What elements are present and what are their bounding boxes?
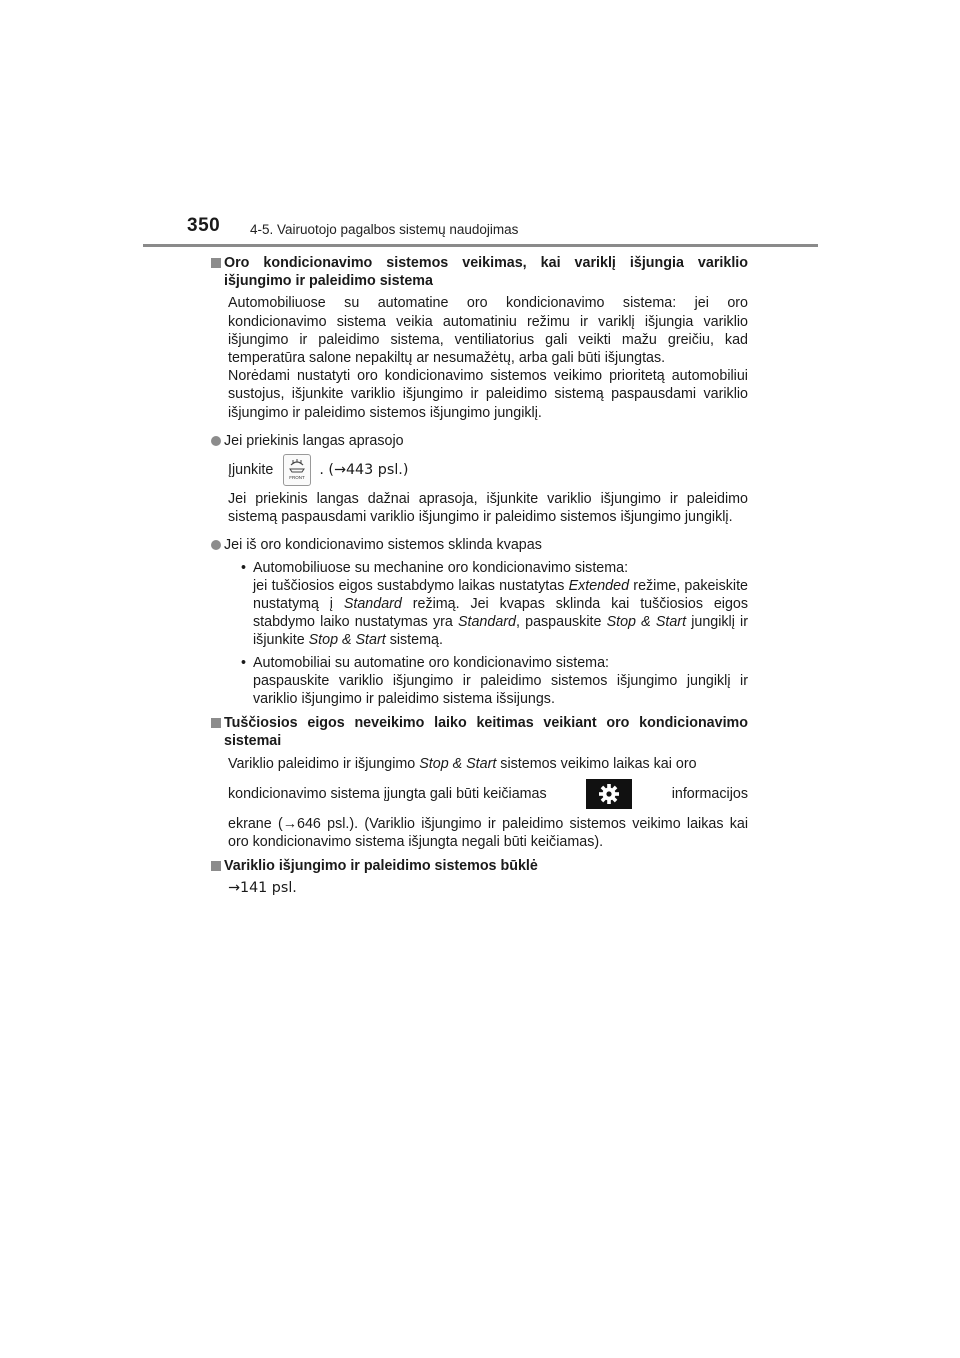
square-bullet-icon [211,258,221,268]
sub-item-text: jei tuščiosios eigos sustabdymo laikas nustatytas Extended režime, pakeiskite nustatymą į Standard režimą. Jei kvapas sklinda kai tuščiosios eigos stabdymo laiko nustatymas yra Standard, paspauskite Stop & Start jungiklį ir išjunkite Stop & Start sistemą. [253,577,749,649]
instruction-text: informacijos [671,785,748,802]
page-number: 350 [187,215,221,236]
page-reference: . (→443 psl.) [319,461,409,478]
heading-ac-engine-stop [211,254,748,290]
heading-idle-time [211,714,748,750]
sub-item-text: paspauskite variklio išjungimo ir paleidimo sistemos išjungimo jungiklį ir variklio išjungimo ir paleidimo sistema išsijungs. [253,672,748,708]
gear-icon [586,779,632,809]
instruction-text: kondicionavimo sistema įjungta gali būti keičiamas [228,785,547,802]
paragraph: ekrane (→646 psl.). (Variklio išjungimo ir paleidimo sistemos veikimo laikas kai oro kondicionavimo sistema išjungta negali būti keičiamas). [228,815,748,851]
square-bullet-icon [211,861,221,871]
paragraph: Jei priekinis langas dažnai aprasoja, išjunkite variklio išjungimo ir paleidimo sistemą paspausdami variklio išjungimo ir paleidimo sistemos išjungimo jungiklį. [228,491,748,526]
heading-text: Oro kondicionavimo sistemos veikimas, kai variklį išjungia variklio išjungimo ir paleidimo sistema [224,255,748,290]
paragraph: Norėdami nustatyti oro kondicionavimo sistemos veikimo prioritetą automobiliui sustojus, išjunkite variklio išjungimo ir paleidimo sistemą paspausdami variklio išjungimo ir paleidimo sistemos išjungimo jungiklį. [228,368,748,421]
page-content [211,254,748,898]
heading-text: Tuščiosios eigos neveikimo laiko keitimas veikiant oro kondicionavimo sistemai [224,715,748,750]
bullet-title: Jei iš oro kondicionavimo sistemos sklinda kvapas [224,537,542,554]
square-bullet-icon [211,718,221,728]
paragraph: Automobiliuose su automatine oro kondicionavimo sistema: jei oro kondicionavimo sistema veikia automatiniu režimu ir variklį išjungia variklio išjungimo ir paleidimo sistema, ventiliatorius gali veikti mažu greičiu, kad temperatūra salone nepakiltų ar nesumažėtų, arba gali būti išjungtas. [228,295,748,367]
bullet-title: Jei priekinis langas aprasojo [224,432,404,449]
circle-bullet-icon [211,540,221,550]
circle-bullet-icon [211,436,221,446]
sub-item-title: Automobiliai su automatine oro kondicionavimo sistema: [253,654,610,671]
defroster-instruction [228,452,748,488]
section-title: 4-5. Vairuotojo pagalbos sistemų naudojimas [250,222,519,237]
heading-text: Variklio išjungimo ir paleidimo sistemos būklė [224,858,538,875]
sub-item-title: Automobiliuose su mechanine oro kondicionavimo sistema: [253,559,629,576]
front-defroster-icon [283,454,311,486]
paragraph: Variklio paleidimo ir išjungimo Stop & Start sistemos veikimo laikas kai oro [228,755,697,772]
sub-item-manual-ac: • Automobiliuose su mechanine oro kondicionavimo sistema: jei tuščiosios eigos sustabdymo laikas nustatytas Extended režime, pakeiskite nustatymą į Standard režimą. Jei kvapas sklinda kai tuščiosios eigos stabdymo laiko nustatymas yra Standard, paspauskite Stop & Start jungiklį ir išjunkite Stop & Start sistemą. [241,559,749,649]
heading-stop-start-status [211,857,748,875]
bullet-fogged-windshield [211,432,748,450]
sub-item-auto-ac: • Automobiliai su automatine oro kondicionavimo sistema: paspauskite variklio išjungimo ir paleidimo sistemos išjungimo jungiklį ir variklio išjungimo ir paleidimo sistema išsijungs. [241,654,748,708]
instruction-text: Įjunkite [228,461,274,478]
page-reference: →141 psl. [228,880,297,897]
bullet-odor [211,536,748,554]
header-divider [143,244,818,247]
svg-text:FRONT: FRONT [289,475,306,481]
settings-instruction [228,773,748,815]
